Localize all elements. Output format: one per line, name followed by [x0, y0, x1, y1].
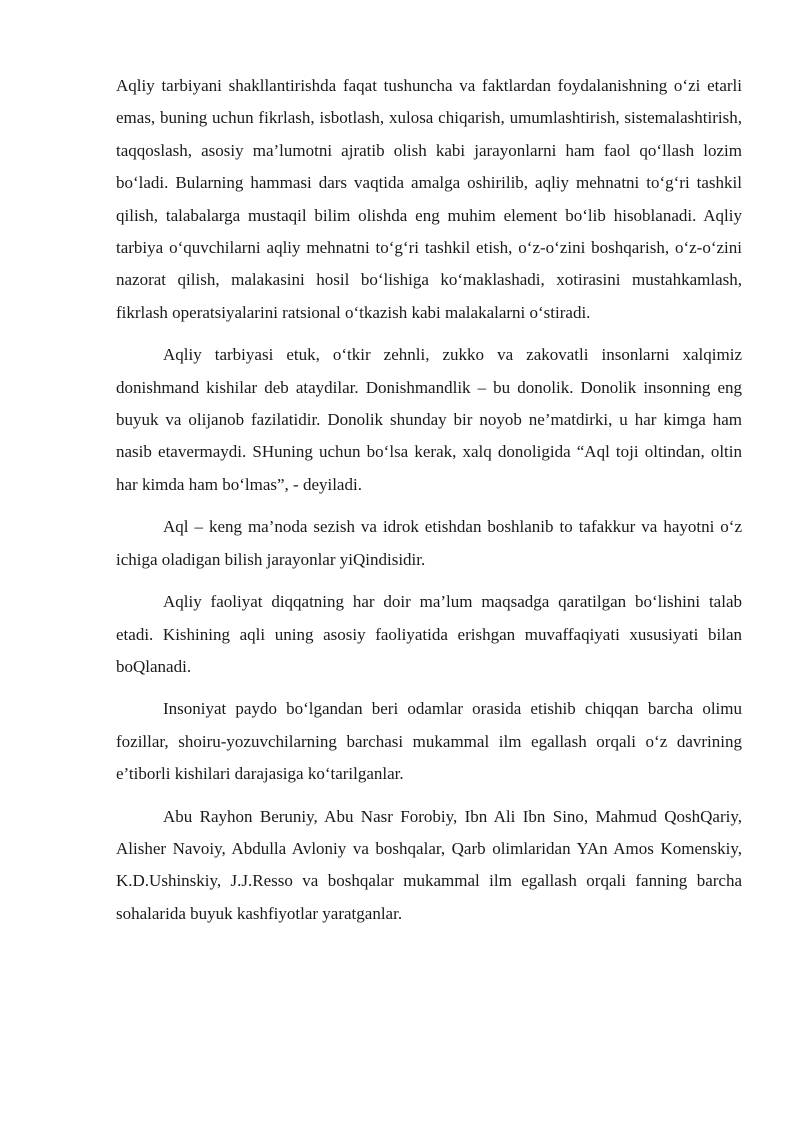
paragraph-mental-activity: Aqliy faoliyat diqqatning har doir ma’lum maqsadga qaratilgan bo‘lishini talab etadi. Kishining aqli uning asosiy faoliyatida erishgan muvaffaqiyati xususiyati bilan boQlanadi.	[116, 592, 742, 676]
paragraph-scholars: Insoniyat paydo bo‘lgandan beri odamlar orasida etishib chiqqan barcha olimu fozillar, shoiru-yozuvchilarning barchasi mukammal ilm egallash orqali o‘z davrining e’tiborli kishilari darajasiga ko‘tarilganlar.	[116, 699, 742, 784]
paragraph-famous-thinkers: Abu Rayhon Beruniy, Abu Nasr Forobiy, Ibn Ali Ibn Sino, Mahmud QoshQariy, Alisher Navoiy, Abdulla Avloniy va boshqalar, Qarb olimlaridan YAn Amos Komenskiy, K.D.Ushinskiy, J.J.Resso va boshqalar mukammal ilm egallash orqali fanning barcha sohalarida buyuk kashfiyotlar yaratganlar.	[116, 806, 742, 923]
paragraph-intellectual-education: Aqliy tarbiyani shakllantirishda faqat tushuncha va faktlardan foydalanishning o‘zi etarli emas, buning uchun fikrlash, isbotlash, xulosa chiqarish, umumlashtirish, sistemalashtirish, taqqoslash, asosiy ma’lumotni ajratib olish kabi jarayonlarni ham faol qo‘llash lozim bo‘ladi. Bularning hammasi dars vaqtida amalga oshirilib, aqliy mehnatni to‘g‘ri tashkil qilish, talabalarga mustaqil bilim olishda eng muhim element bo‘lib hisoblanadi. Aqliy tarbiya o‘quvchilarni aqliy mehnatni to‘g‘ri tashkil etish, o‘z-o‘zini boshqarish, o‘z-o‘zini nazorat qilish, malakasini hosil bo‘lishiga ko‘maklashadi, xotirasini mustahkamlash, fikrlash operatsiyalarini ratsional o‘tkazish kabi malakalarni o‘stiradi.	[116, 76, 742, 322]
paragraph-wisdom: Aqliy tarbiyasi etuk, o‘tkir zehnli, zukko va zakovatli insonlarni xalqimiz donishmand kishilar deb ataydilar. Donishmandlik – bu donolik. Donolik insonning eng buyuk va olijanob fazilatidir. Donolik shunday bir noyob ne’matdirki, u har kimga ham nasib etavermaydi. SHuning uchun bo‘lsa kerak, xalq donoligida “Aql toji oltindan, oltin har kimda ham bo‘lmas”, - deyiladi.	[116, 345, 742, 494]
paragraph-mind-definition: Aql – keng ma’noda sezish va idrok etishdan boshlanib to tafakkur va hayotni o‘z ichiga oladigan bilish jarayonlar yiQindisidir.	[116, 517, 742, 569]
document-page	[116, 70, 742, 940]
